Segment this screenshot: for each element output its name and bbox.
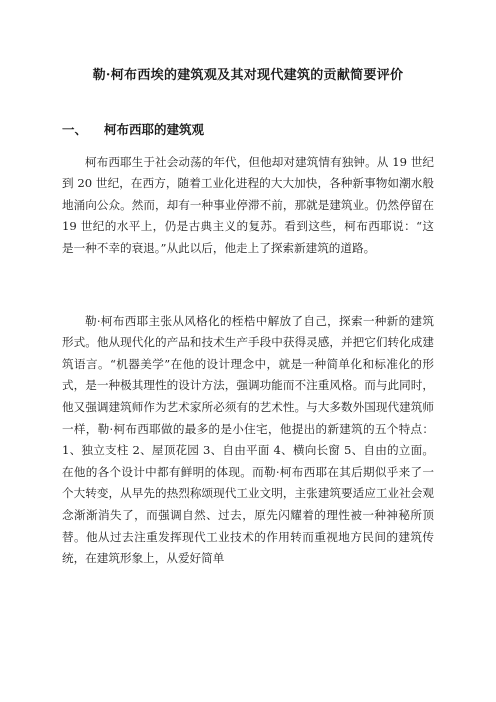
section-heading-text: 柯布西耶的建筑观 <box>104 122 205 137</box>
paragraph: 柯布西耶生于社会动荡的年代，但他却对建筑情有独钟。从 19 世纪到 20 世纪，在西方，随着工业化进程的大大加快，各种新事物如潮水般地涌向公众。然而，却有一种事业停滞不前，那就是建筑业。仍然停留在 19 世纪的水平上，仍是古典主义的复苏。看到这些，柯布西耶说：“这是一种不幸的衰退。”从此以后，他走上了探索新建筑的道路。 <box>62 154 434 255</box>
document-title: 勒·柯布西埃的建筑观及其对现代建筑的贡献简要评价 <box>92 68 404 83</box>
section-number: 一、 <box>62 122 88 137</box>
section-heading <box>62 120 204 138</box>
paragraph: 勒·柯布西耶主张从风格化的桎梏中解放了自己，探索一种新的建筑形式。他从现代化的产品和技术生产手段中获得灵感，并把它们转化成建筑语言。“机器美学”在他的设计理念中，就是一种简单化和标准化的形式，是一种极其理性的设计方法，强调功能而不注重风格。而与此同时，他又强调建筑师作为艺术家所必须有的艺术性。与大多数外国现代建筑师一样，勒·柯布西耶做的最多的是小住宅，他提出的新建筑的五个特点：1、独立支柱 2、屋顶花园 3、自由平面 4、横向长窗 5、自由的立面。在他的各个设计中都有鲜明的体现。而勒·柯布西耶在其后期似乎来了一个大转变，从早先的热烈称颂现代工业文明，主张建筑要适应工业社会观念渐渐消失了，而强调自然、过去，原先闪耀着的理性被一种神秘所顶替。他从过去注重发挥现代工业技术的作用转而重视地方民间的建筑传统，在建筑形象上，从爱好简单 <box>62 313 434 566</box>
